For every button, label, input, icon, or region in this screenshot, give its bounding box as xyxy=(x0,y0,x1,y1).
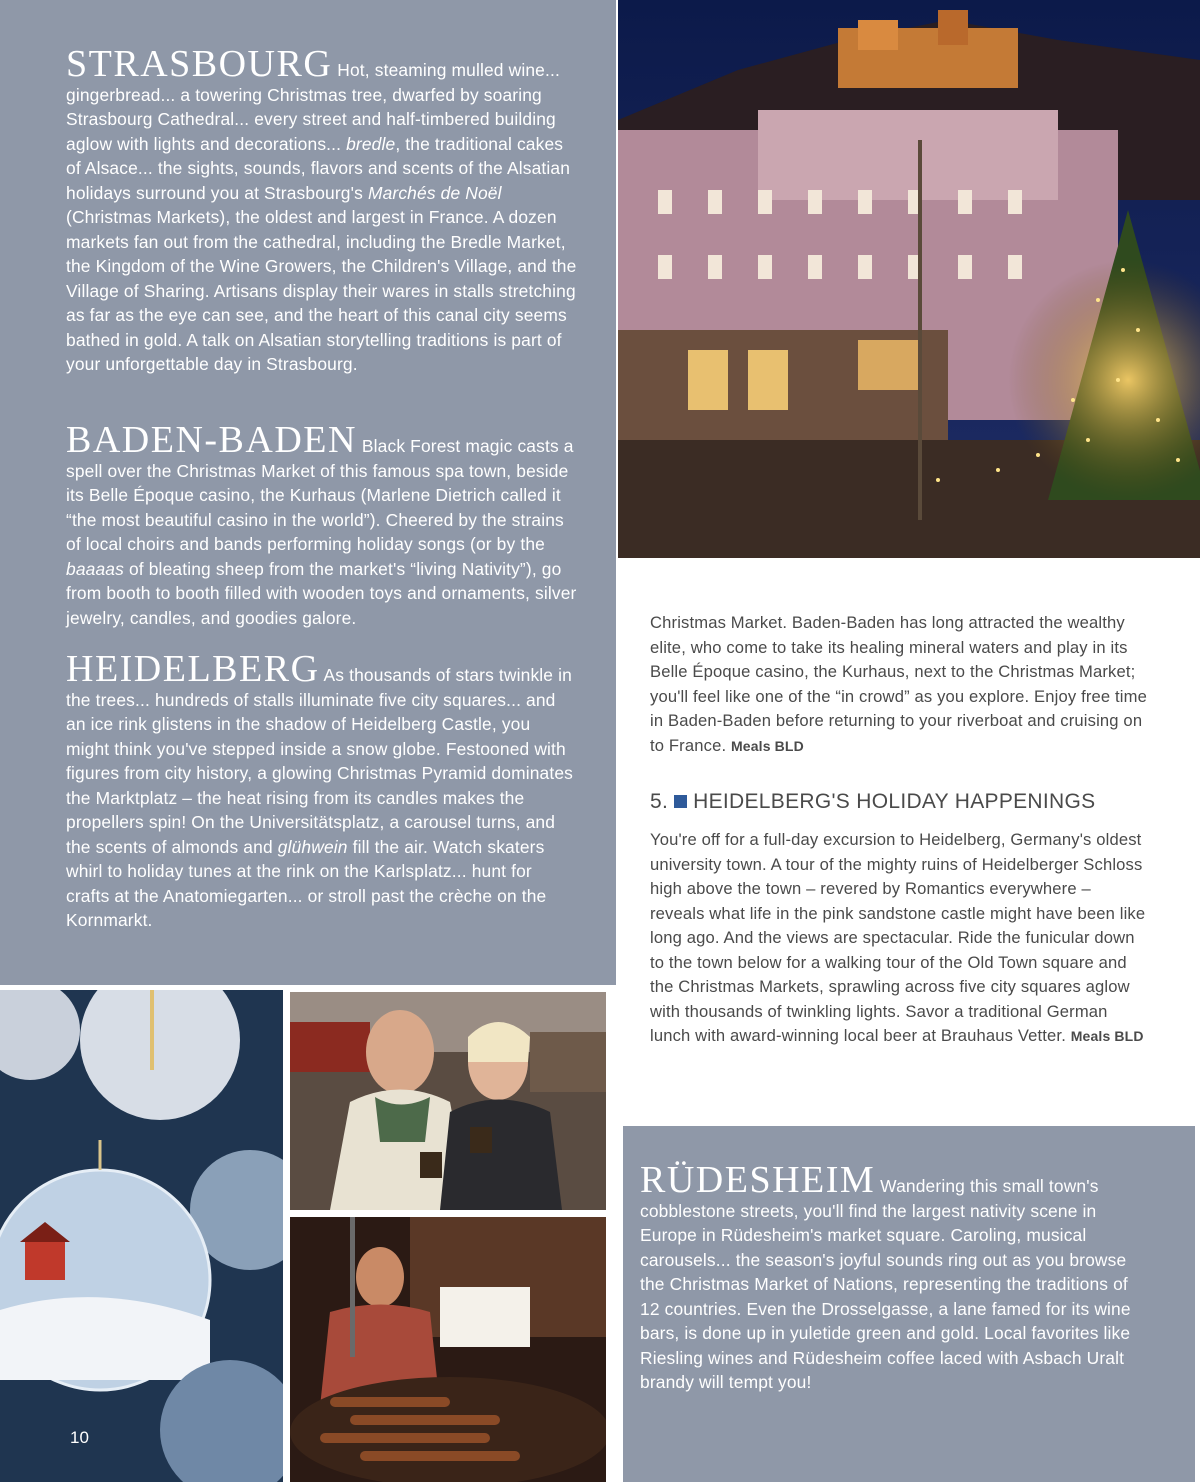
square-bullet-icon xyxy=(674,795,687,808)
couple-photo xyxy=(290,992,606,1210)
heidelberg-heading: HEIDELBERG xyxy=(66,648,320,690)
rudesheim-heading: RÜDESHEIM xyxy=(640,1159,876,1201)
continued-text: Christmas Market. Baden-Baden has long attracted the wealthy elite, who come to take its healing mineral waters and play in its Belle Époque casino, the Kurhaus, next to the Christmas Market; you'll feel like one of the “in crowd” as you explore. Enjoy free time in Baden-Baden before returning to your riverboat and cruising on to France. Meals BLD xyxy=(650,613,1147,755)
strasbourg-section: STRASBOURG Hot, steaming mulled wine... gingerbread... a towering Christmas tree, dwarfed by soaring Strasbourg Cathedral... every street and half-timbered building aglow with lights and decorations... bredle, the traditional cakes of Alsace... the sights, sounds, flavors and scents of the Alsatian holidays surround you at Strasbourg's Marchés de Noël (Christmas Markets), the oldest and largest in France. A dozen markets fan out from the cathedral, including the Bredle Market, the Kingdom of the Wine Growers, the Children's Village, and the Village of Sharing. Artisans display their wares in stalls stretching as far as the eye can see, and the heart of this canal city seems bathed in gold. A talk on Alsatian storytelling traditions is part of your unforgettable day in Strasbourg. xyxy=(66,43,577,374)
heidelberg-section: HEIDELBERG As thousands of stars twinkle in the trees... hundreds of stalls illuminate five city squares... and an ice rink glistens in the shadow of Heidelberg Castle, you might think you've stepped inside a snow globe. Festooned with figures from city history, a glowing Christmas Pyramid dominates the Marktplatz – the heat rising from its candles makes the propellers spin! On the Universitätsplatz, a carousel turns, and the scents of almonds and glühwein fill the air. Watch skaters whirl to holiday tunes at the rink on the Karlsplatz... hunt for crafts at the Anatomiegarten... or stroll past the crèche on the Kornmarkt. xyxy=(66,648,574,930)
day5-text: You're off for a full-day excursion to Heidelberg, Germany's oldest university town. A tour of the mighty ruins of Heidelberger Schloss high above the town – revered by Romantics everywhere – reveals what life in the pink sandstone castle might have been like long ago. And the views are spectacular. Ride the funicular down to the town below for a walking tour of the Old Town square and the Christmas Markets, sprawling across five city squares aglow with thousands of twinkling lights. Savor a traditional German lunch with award-winning local beer at Brauhaus Vetter. Meals BLD xyxy=(650,830,1146,1045)
heidelberg-night-photo xyxy=(618,0,1200,558)
rudesheim-section: RÜDESHEIM Wandering this small town's cobblestone streets, you'll find the largest nativity scene in Europe in Rüdesheim's market square. Caroling, musical carousels... the season's joyful sounds ring out as you browse the Christmas Market of Nations, representing the traditions of 12 countries. Even the Drosselgasse, a lane famed for its wine bars, is done up in yuletide green and gold. Local favorites like Riesling wines and Rüdesheim coffee laced with Asbach Uralt brandy will tempt you! xyxy=(640,1159,1131,1392)
page-number: 10 xyxy=(70,1428,89,1447)
ornament-photo xyxy=(0,990,283,1482)
meals-label: Meals BLD xyxy=(1070,1028,1144,1044)
meals-label: Meals BLD xyxy=(730,737,804,754)
strasbourg-heading: STRASBOURG xyxy=(66,43,333,85)
day5-heading: 5. HEIDELBERG'S HOLIDAY HAPPENINGS xyxy=(650,790,1096,813)
baden-baden-heading: BADEN-BADEN xyxy=(66,419,357,461)
baden-baden-section: BADEN-BADEN Black Forest magic casts a spell over the Christmas Market of this famous spa town, beside its Belle Époque casino, the Kurhaus (Marlene Dietrich called it “the most beautiful casino in the world”). Cheered by the strains of local choirs and bands performing holiday songs (or by the baaaas of bleating sheep from the market's “living Nativity”), go from booth to booth filled with wooden toys and ornaments, silver jewelry, candles, and goodies galore. xyxy=(66,419,577,628)
sausage-vendor-photo xyxy=(290,1217,606,1482)
